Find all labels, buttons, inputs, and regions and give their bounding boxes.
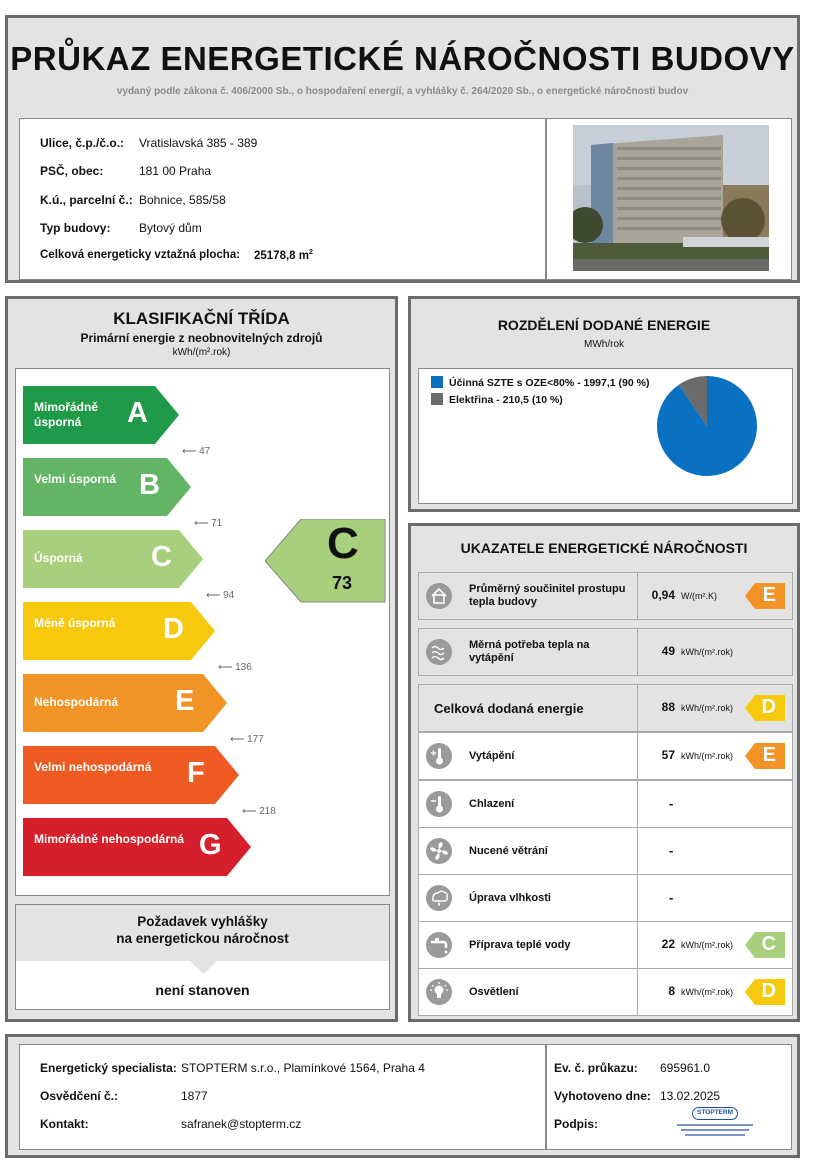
requirement-pointer: [189, 960, 219, 975]
cert-label: Osvědčení č.:: [40, 1089, 119, 1103]
class-letter-g: G: [199, 829, 222, 861]
page-subtitle: vydaný podle zákona č. 406/2000 Sb., o hospodaření energií, a vyhlášky č. 264/2020 Sb., o energetické náročnosti budov: [116, 86, 689, 97]
indicator-value: 57: [661, 748, 675, 762]
zip-value: 181 00 Praha: [139, 164, 212, 178]
zip-label: PSČ, obec:: [40, 164, 104, 178]
indicator-unit: kWh/(m².rok): [681, 703, 733, 713]
class-label-e: Nehospodárná: [34, 695, 119, 709]
threshold-f: ⟵ 218: [242, 806, 276, 817]
heat-waves-icon: [426, 639, 452, 665]
pie-chart: [652, 371, 762, 481]
class-letter-e: E: [175, 685, 195, 717]
indicator-value: 49: [661, 644, 675, 658]
indicators-title: UKAZATELE ENERGETICKÉ NÁROČNOSTI: [460, 540, 748, 556]
indicator-class-badge: D: [745, 695, 785, 721]
contact-value[interactable]: safranek@stopterm.cz: [181, 1117, 302, 1131]
indicator-divider: [637, 922, 638, 968]
indicator-divider: [637, 573, 638, 619]
date-value: 13.02.2025: [660, 1089, 721, 1103]
requirement-value: není stanoven: [155, 982, 250, 998]
legend-item-electricity: Elektřina - 210,5 (10 %): [431, 393, 563, 406]
class-letter-f: F: [187, 757, 205, 789]
distribution-title: ROZDĚLENÍ DODANÉ ENERGIE: [497, 317, 711, 333]
indicator-row: [418, 874, 793, 922]
class-arrow-g: [23, 818, 251, 876]
class-letter-b: B: [139, 469, 160, 501]
indicator-unit: W/(m².K): [681, 591, 717, 601]
lightbulb-icon: [426, 979, 452, 1005]
company-stamp: STOPTERM: [675, 1107, 755, 1145]
class-letter-c: C: [151, 541, 172, 573]
requirement-title-2: na energetickou náročnost: [116, 931, 289, 946]
thermometer-plus-icon: [426, 743, 452, 769]
address-box: [19, 118, 546, 280]
threshold-e: ⟵ 177: [230, 734, 264, 745]
legend-item-szte: Účinná SZTE s OZE<80% - 1997,1 (90 %): [431, 376, 649, 389]
legend-swatch-szte: [431, 376, 443, 388]
humidity-icon: [426, 885, 452, 911]
indicator-divider: [637, 781, 638, 827]
indicator-row: [418, 572, 793, 620]
header-panel: [5, 15, 800, 283]
classification-title: KLASIFIKAČNÍ TŘÍDA: [113, 309, 290, 328]
indicator-class-badge: C: [745, 932, 785, 958]
indicator-divider: [637, 733, 638, 779]
classification-subtitle: Primární energie z neobnovitelných zdrojů: [80, 331, 323, 345]
specialist-value: STOPTERM s.r.o., Plamínkové 1564, Praha 4: [181, 1061, 425, 1075]
threshold-a: ⟵ 47: [182, 446, 211, 457]
indicator-value: 22: [661, 937, 675, 951]
thermometer-minus-icon: [426, 791, 452, 817]
result-arrow: [265, 519, 386, 603]
class-arrow-c: [23, 530, 203, 588]
building-photo-box: [546, 118, 792, 280]
indicator-divider: [637, 969, 638, 1015]
class-arrow-b: [23, 458, 191, 516]
indicator-divider: [637, 629, 638, 675]
legend-swatch-electricity: [431, 393, 443, 405]
specialist-box: [19, 1044, 546, 1150]
document-info-box: [546, 1044, 792, 1150]
cert-value: 1877: [181, 1089, 208, 1103]
indicator-row: [418, 684, 793, 732]
indicator-row: [418, 921, 793, 969]
indicators-panel: [408, 523, 800, 1022]
class-letter-a: A: [127, 397, 148, 429]
class-label-b: Velmi úsporná: [34, 472, 117, 486]
indicator-unit: kWh/(m².rok): [681, 751, 733, 761]
threshold-b: ⟵ 71: [194, 518, 223, 529]
threshold-c: ⟵ 94: [206, 590, 235, 601]
indicator-value: 0,94: [651, 588, 675, 602]
classification-panel: [5, 296, 398, 1022]
contact-label: Kontakt:: [40, 1117, 89, 1131]
class-arrow-d: [23, 602, 215, 660]
street-label: Ulice, č.p./č.o.:: [40, 136, 125, 150]
fan-icon: [426, 838, 452, 864]
threshold-d: ⟵ 136: [218, 662, 252, 673]
indicator-name: Vytápění: [469, 749, 515, 762]
indicator-unit: kWh/(m².rok): [681, 647, 733, 657]
indicator-name: Průměrný součinitel prostupu tepla budovy: [469, 583, 626, 608]
indicator-value: 8: [668, 984, 675, 998]
indicator-row: [418, 968, 793, 1016]
indicator-unit: kWh/(m².rok): [681, 987, 733, 997]
class-arrow-a: [23, 386, 179, 444]
class-letter-d: D: [163, 613, 184, 645]
indicator-unit: kWh/(m².rok): [681, 940, 733, 950]
indicator-name: Příprava teplé vody: [469, 938, 571, 951]
street-value: Vratislavská 385 - 389: [139, 136, 258, 150]
faucet-icon: [426, 932, 452, 958]
specialist-label: Energetický specialista:: [40, 1061, 177, 1075]
date-label: Vyhotoveno dne:: [554, 1089, 651, 1103]
indicator-value: -: [669, 796, 674, 811]
type-value: Bytový dům: [139, 221, 202, 235]
requirement-box: [15, 904, 390, 1010]
indicator-value: 88: [661, 700, 675, 714]
distribution-panel: [408, 296, 800, 512]
result-letter: C: [327, 519, 359, 568]
indicator-row: [418, 628, 793, 676]
page-title: PRŮKAZ ENERGETICKÉ NÁROČNOSTI BUDOVY: [10, 40, 795, 77]
class-label-g: Mimořádně nehospodárná: [34, 832, 185, 846]
class-scale: [15, 368, 390, 896]
class-label-a: Mimořádně úsporná: [34, 400, 99, 429]
indicator-divider: [637, 875, 638, 921]
ev-value: 695961.0: [660, 1061, 711, 1075]
requirement-title-1: Požadavek vyhlášky: [137, 914, 268, 929]
indicator-name: Úprava vlhkosti: [469, 891, 551, 904]
type-label: Typ budovy:: [40, 221, 111, 235]
area-value: 25178,8 $m^2$: [254, 249, 313, 262]
indicator-name: Chlazení: [469, 797, 515, 810]
house-icon: [426, 583, 452, 609]
indicator-name: Osvětlení: [469, 985, 519, 998]
distribution-chart-box: [418, 368, 793, 504]
indicator-class-badge: E: [745, 743, 785, 769]
indicator-value: -: [669, 890, 674, 905]
ku-value: Bohnice, 585/58: [139, 193, 226, 207]
indicator-row: [418, 732, 793, 780]
class-label-f: Velmi nehospodárná: [34, 760, 152, 774]
class-arrow-f: [23, 746, 239, 804]
indicator-name: Celková dodaná energie: [434, 700, 584, 716]
distribution-unit: MWh/rok: [584, 339, 624, 350]
indicator-class-badge: E: [745, 583, 785, 609]
indicator-name: Měrná potřeba tepla na vytápění: [469, 639, 590, 664]
indicator-class-badge: D: [745, 979, 785, 1005]
indicator-row: [418, 827, 793, 875]
indicator-divider: [637, 828, 638, 874]
indicator-value: -: [669, 843, 674, 858]
building-photo: [573, 125, 769, 271]
sign-label: Podpis:: [554, 1117, 598, 1131]
area-label: Celková energeticky vztažná plocha:: [40, 249, 241, 261]
class-arrow-e: [23, 674, 227, 732]
class-label-c: Úsporná: [34, 551, 83, 565]
result-value: 73: [332, 573, 353, 593]
class-label-d: Méně úsporná: [34, 616, 116, 630]
ku-label: K.ú., parcelní č.:: [40, 193, 133, 207]
indicator-divider: [637, 685, 638, 731]
classification-unit: kWh/(m².rok): [172, 347, 231, 358]
indicator-row: [418, 780, 793, 828]
ev-label: Ev. č. průkazu:: [554, 1061, 638, 1075]
indicator-name: Nucené větrání: [469, 844, 548, 857]
footer-panel: [5, 1034, 800, 1158]
